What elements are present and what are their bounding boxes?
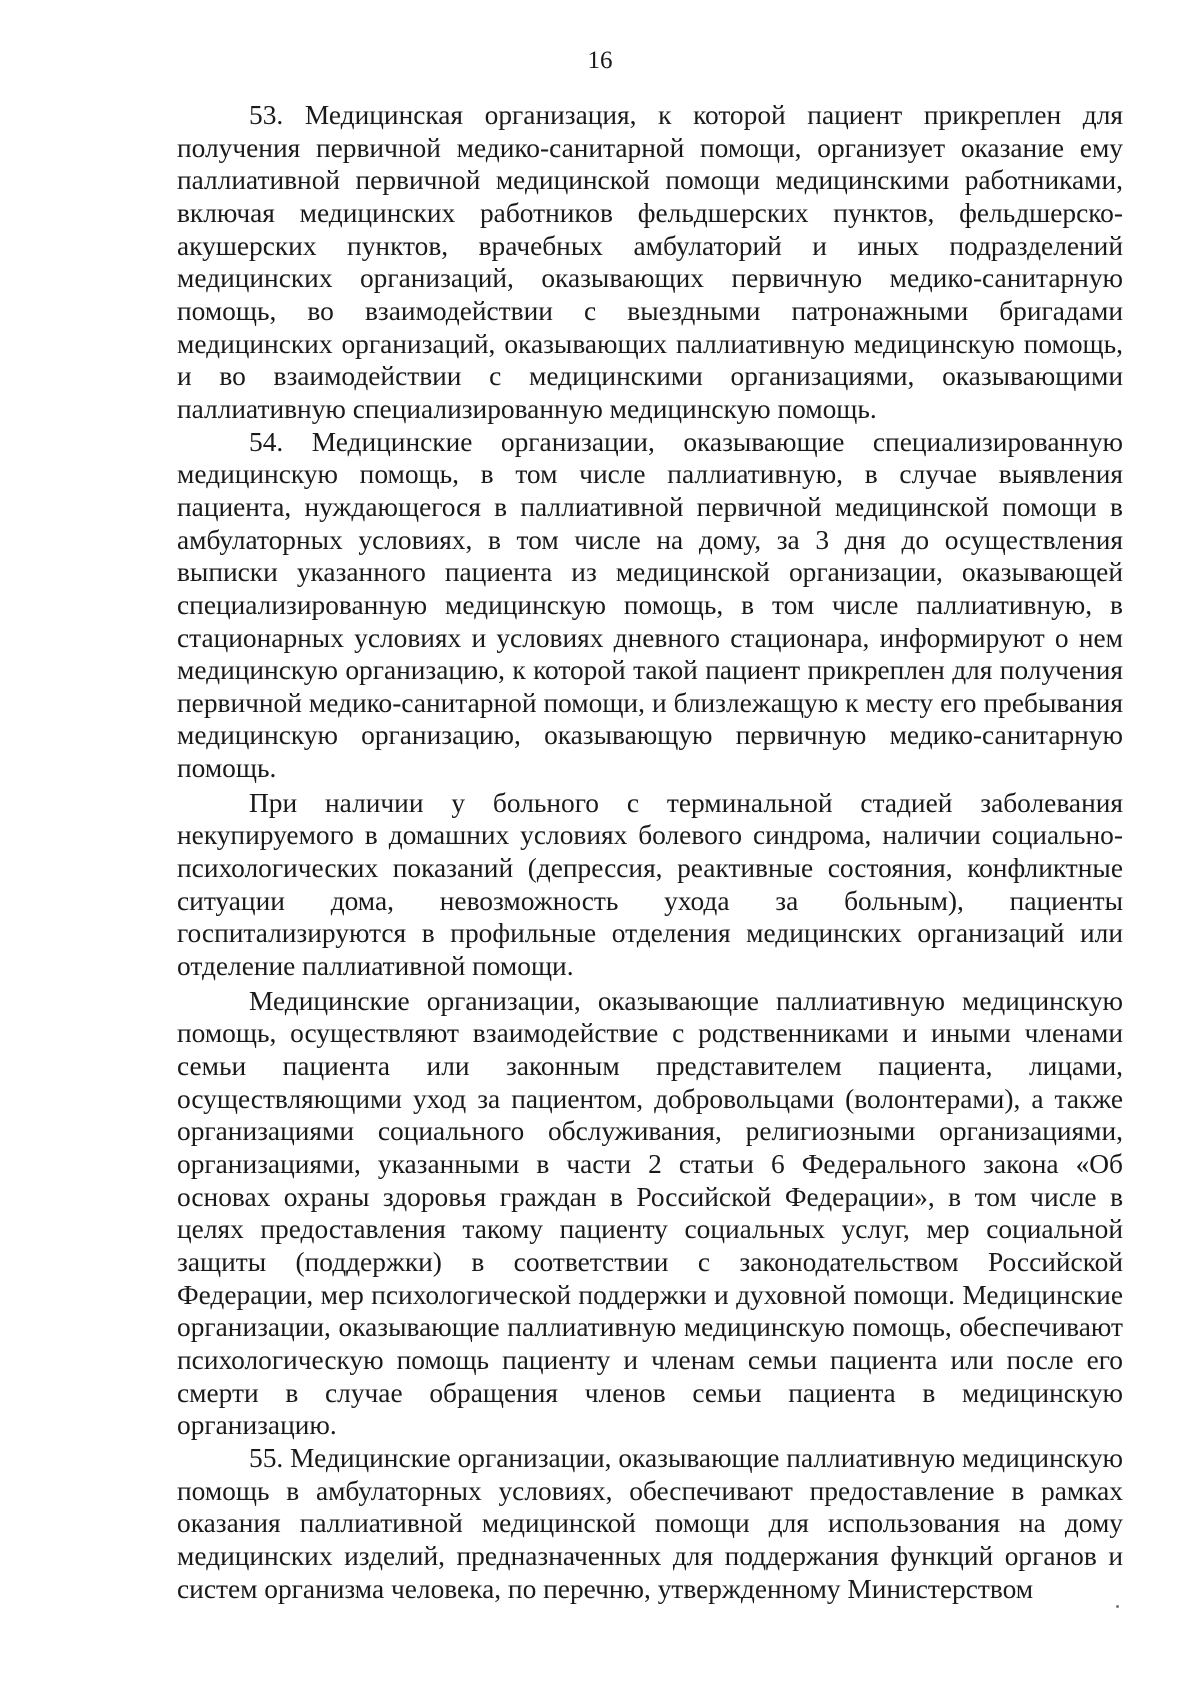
paragraph-55: 55. Медицинские организации, оказывающие паллиативную медицинскую помощь в амбулаторных условиях, обеспечивают предоставление в рамках оказания паллиативной медицинской помощи для использования на дому медицинских изделий, предназначенных для поддержания функций органов и систем организма человека, по перечню, утвержденному Министерством <box>177 1442 1123 1604</box>
paragraph-54: 54. Медицинские организации, оказывающие специализированную медицинскую помощь, в том числе паллиативную, в случае выявления пациента, нуждающегося в паллиативной первичной медицинской помощи в амбулаторных условиях, в том числе на дому, за 3 дня до осуществления выписки указанного пациента из медицинской организации, оказывающей специализированную медицинскую помощь, в том числе паллиативную, в стационарных условиях и условиях дневного стационара, информируют о нем медицинскую организацию, к которой такой пациент прикреплен для получения первичной медико-санитарной помощи, и близлежащую к месту его пребывания медицинскую организацию, оказывающую первичную медико-санитарную помощь. <box>177 426 1123 784</box>
paragraph-family-interaction: Медицинские организации, оказывающие паллиативную медицинскую помощь, осуществляют взаимодействие с родственниками и иными членами семьи пациента или законным представителем пациента, лицами, осуществляющими уход за пациентом, добровольцами (волонтерами), а также организациями социального обслуживания, религиозными организациями, организациями, указанными в части 2 статьи 6 Федерального закона «Об основах охраны здоровья граждан в Российской Федерации», в том числе в целях предоставления такому пациенту социальных услуг, мер социальной защиты (поддержки) в соответствии с законодательством Российской Федерации, мер психологической поддержки и духовной помощи. Медицинские организации, оказывающие паллиативную медицинскую помощь, обеспечивают психологическую помощь пациенту и членам семьи пациента или после его смерти в случае обращения членов семьи пациента в медицинскую организацию. <box>177 985 1123 1441</box>
document-body <box>177 99 1123 1605</box>
paragraph-terminal-stage-hospitalization: При наличии у больного с терминальной стадией заболевания некупируемого в домашних условиях болевого синдрома, наличии социально-психологических показаний (депрессия, реактивные состояния, конфликтные ситуации дома, невозможность ухода за больным), пациенты госпитализируются в профильные отделения медицинских организаций или отделение паллиативной помощи. <box>177 787 1123 982</box>
paragraph-53: 53. Медицинская организация, к которой пациент прикреплен для получения первичной медико-санитарной помощи, организует оказание ему паллиативной первичной медицинской помощи медицинскими работниками, включая медицинских работников фельдшерских пунктов, фельдшерско-акушерских пунктов, врачебных амбулаторий и иных подразделений медицинских организаций, оказывающих первичную медико-санитарную помощь, во взаимодействии с выездными патронажными бригадами медицинских организаций, оказывающих паллиативную медицинскую помощь, и во взаимодействии с медицинскими организациями, оказывающими паллиативную специализированную медицинскую помощь. <box>177 100 1123 424</box>
scan-speck <box>1116 1605 1119 1608</box>
page-number: 16 <box>587 47 613 74</box>
